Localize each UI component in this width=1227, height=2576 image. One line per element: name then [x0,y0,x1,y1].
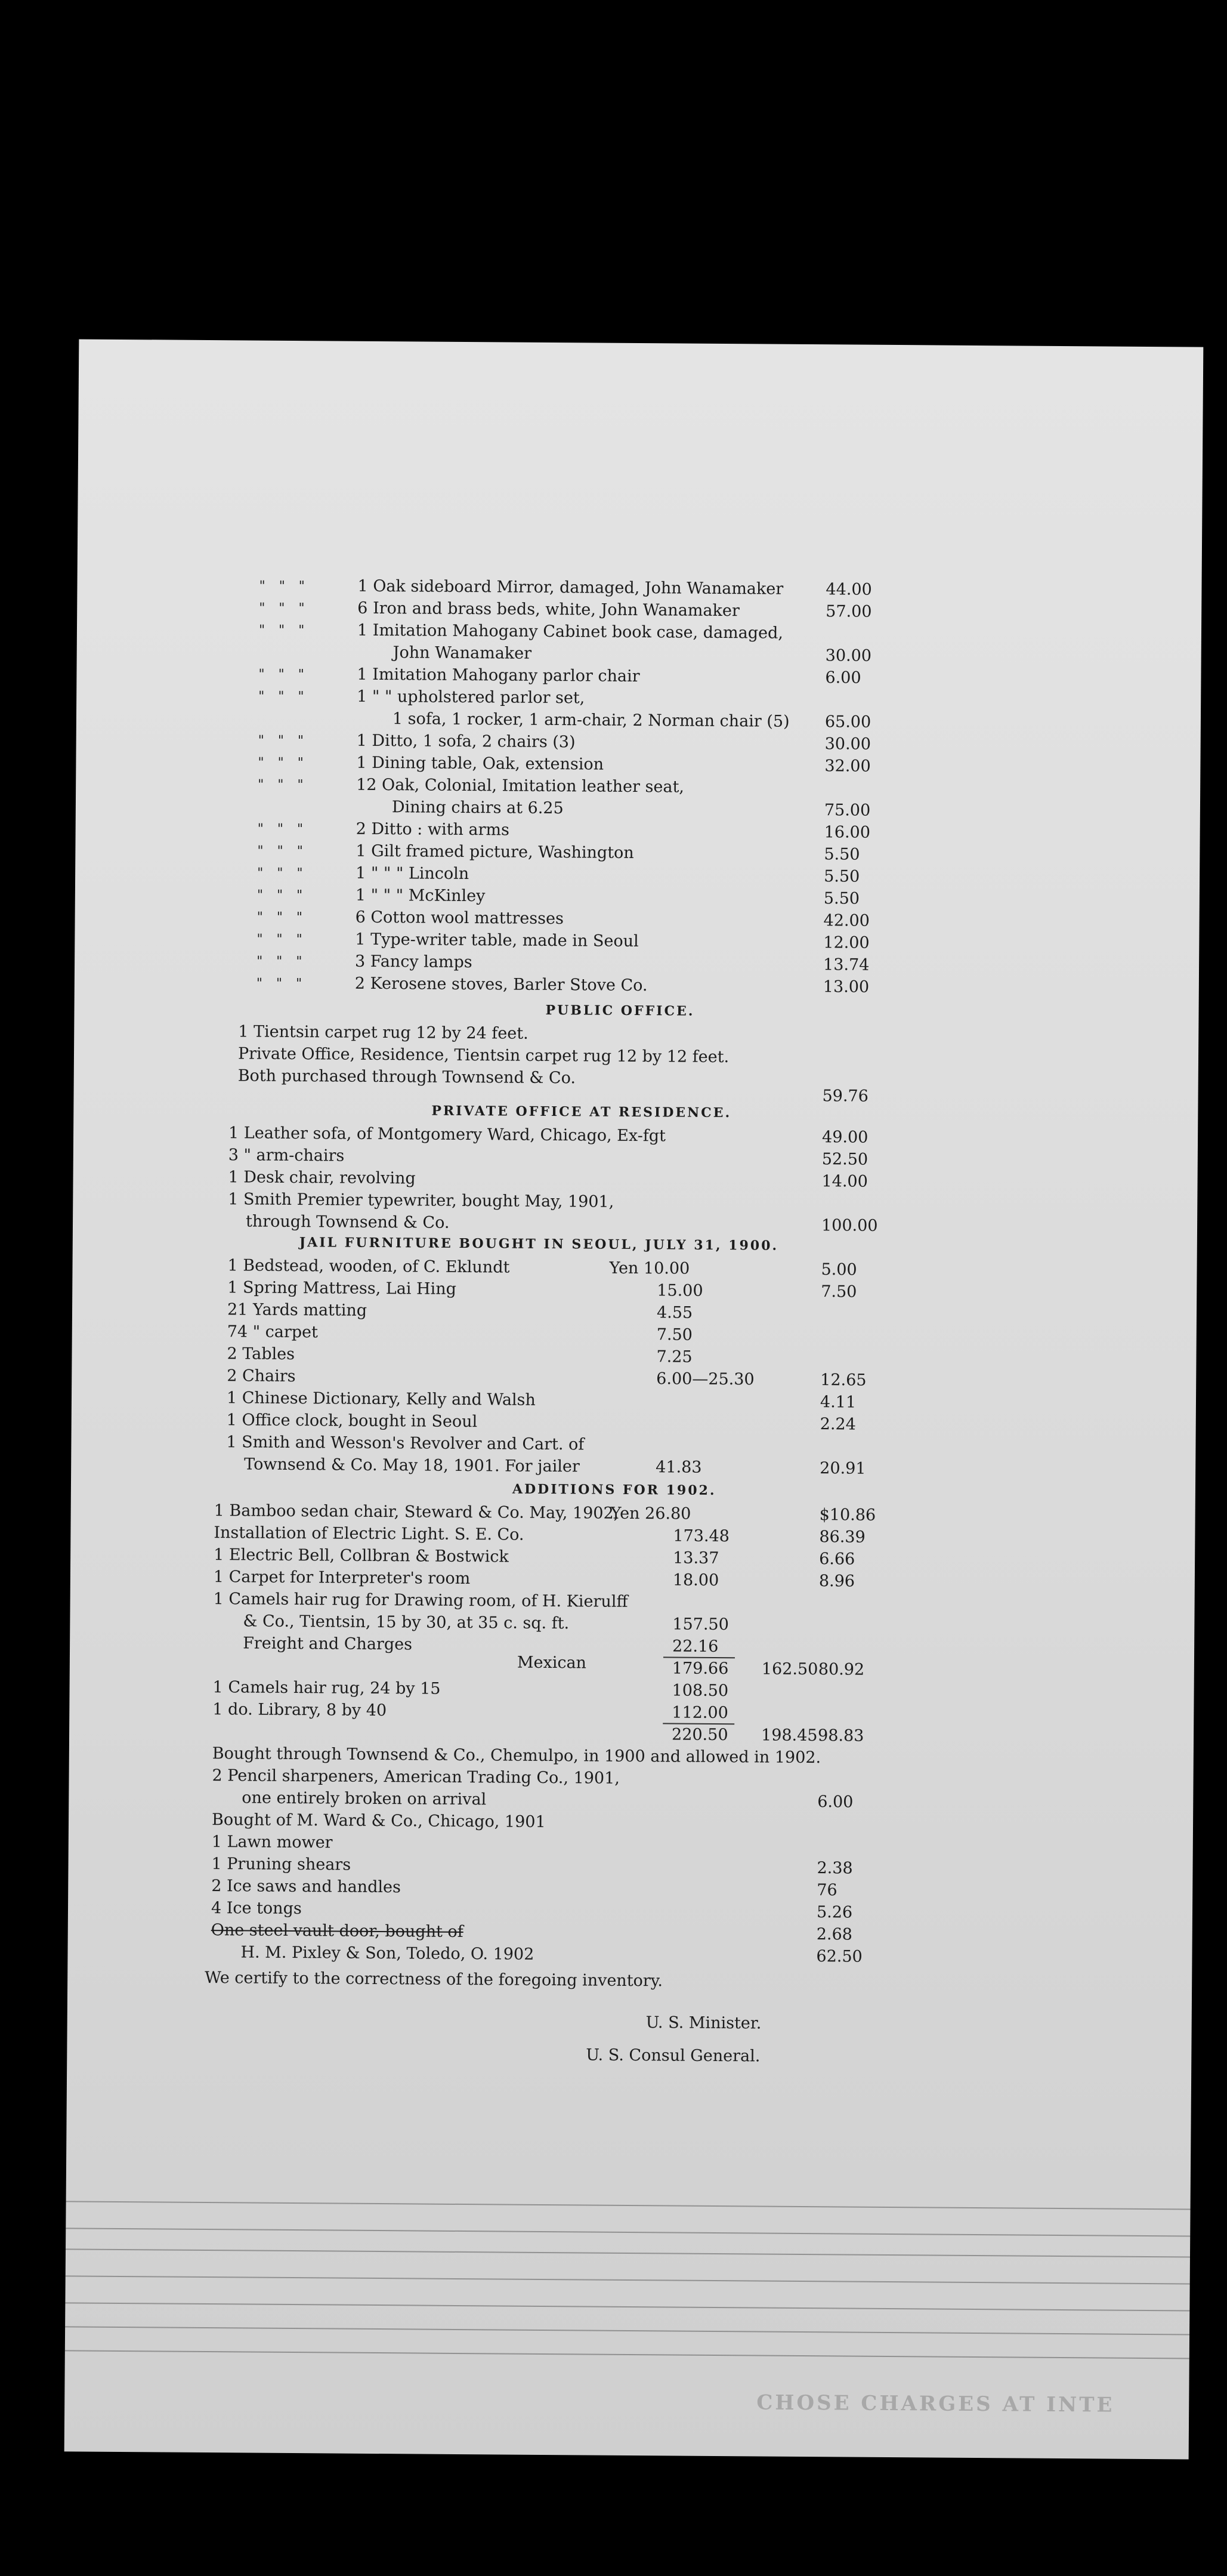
item-description: 1 " " " Lincoln [356,863,469,884]
yen-value: 6.00—25.30 [656,1369,755,1389]
item-amount: 5.50 [824,845,860,864]
item-amount: 49.00 [821,1128,869,1147]
sum-rule [663,1723,734,1724]
item-description: Installation of Electric Light. S. E. Co. [214,1523,524,1544]
yen-value: 13.37 [673,1548,719,1568]
ditto-marks: " " " [256,976,307,992]
item-description: 1 Lawn mower [211,1832,333,1852]
item-amount: 4.11 [820,1393,857,1412]
yen-value: Yen 26.80 [610,1504,691,1523]
ditto-marks: " " " [257,843,308,859]
item-description: 1 Smith Premier typewriter, bought May, 1901, [228,1190,614,1211]
item-description: one entirely broken on arrival [242,1788,487,1809]
yen-value: Yen 10.00 [609,1258,690,1278]
certification: We certify to the correctness of the foregoing inventory. [205,1969,663,1991]
item-amount: 76 [817,1881,837,1900]
scan-artifact-line [65,2326,1189,2335]
subtotal-value: 179.66 [672,1659,729,1679]
ditto-marks: " " " [256,909,308,925]
item-amount: 13.74 [823,955,870,974]
item-description: 2 Ditto : with arms [356,819,510,840]
item-description: through Townsend & Co. [245,1212,450,1232]
item-amount: 86.39 [819,1528,866,1547]
ditto-marks: " " " [258,689,309,705]
scan-artifact-line [65,2350,1189,2359]
item-amount: 2.24 [820,1415,856,1434]
item-description: 1 Type-writer table, made in Seoul [355,930,639,951]
item-amount: 5.00 [821,1260,857,1279]
yen-value: 4.55 [656,1303,693,1322]
item-amount: 6.00 [825,668,861,687]
ditto-marks: " " " [258,733,309,749]
document-page [64,339,1204,2459]
item-amount: 65.00 [824,712,871,732]
yen-value: 22.16 [672,1637,719,1656]
item-description: 1 Spring Mattress, Lai Hing [227,1278,457,1298]
ditto-marks: " " " [258,777,308,793]
item-amount: 59.76 [822,1087,869,1106]
item-amount: 6.66 [819,1550,855,1569]
ditto-marks: " " " [258,622,310,638]
yen-value: 41.83 [656,1458,702,1477]
item-amount: 30.00 [825,646,872,665]
item-description: 3 Fancy lamps [355,952,472,972]
item-description: 1 Gilt framed picture, Washington [356,841,634,862]
item-description: 2 Kerosene stoves, Barler Stove Co. [354,974,648,995]
ditto-marks: " " " [259,578,310,594]
yen-value: 108.50 [672,1681,729,1701]
yen-value: 18.00 [672,1571,719,1590]
item-description: 1 Bedstead, wooden, of C. Eklundt [227,1256,510,1277]
sum-rule [663,1656,735,1658]
item-description: 1 Pruning shears [211,1855,351,1874]
item-description: 1 Chinese Dictionary, Kelly and Walsh [226,1389,536,1409]
item-description: 1 sofa, 1 rocker, 1 arm-chair, 2 Norman chair (5) [392,709,790,731]
item-amount: 32.00 [824,757,871,776]
item-amount: 42.00 [823,911,870,930]
section-heading: ADDITIONS FOR 1902. [512,1481,716,1498]
item-description: 1 Office clock, bought in Seoul [226,1411,478,1432]
item-description: 1 Oak sideboard Mirror, damaged, John Wanamaker [357,576,784,599]
item-description: 2 Pencil sharpeners, American Trading Co., 1901, [212,1766,620,1788]
item-amount: 5.50 [824,867,860,886]
item-description: 1 " " " McKinley [355,886,486,906]
item-description: 12 Oak, Colonial, Imitation leather seat, [356,775,685,797]
yen-value: 7.25 [656,1347,693,1366]
item-description: 3 " arm-chairs [228,1146,345,1165]
faded-stamp: CHOSE CHARGES AT INTE [756,2390,1115,2417]
item-description: 1 Camels hair rug for Drawing room, of H. Kierulff [213,1590,628,1611]
item-amount: 16.00 [824,823,871,842]
inventory-sheet [64,339,1204,2459]
item-amount: 7.50 [821,1282,857,1301]
item-amount: 20.91 [820,1459,866,1478]
item-description: 1 Tientsin carpet rug 12 by 24 feet. [238,1022,528,1043]
item-description: 6 Cotton wool mattresses [355,908,564,928]
item-amount: 30.00 [824,735,871,754]
item-description: 1 Smith and Wesson's Revolver and Cart. of [226,1433,585,1454]
yen-value: 112.00 [672,1703,728,1723]
item-description: Bought through Townsend & Co., Chemulpo, in 1900 and allowed in 1902. [212,1744,821,1767]
scan-artifact-line [66,2201,1191,2210]
signature-line: U. S. Consul General. [586,2046,761,2066]
item-amount: 5.50 [823,889,860,908]
item-amount: 12.65 [820,1371,867,1390]
ditto-marks: " " " [259,600,310,616]
item-amount: 12.00 [823,933,870,952]
item-amount: 52.50 [821,1150,869,1169]
item-description: John Wanamaker [392,643,532,663]
section-heading: PRIVATE OFFICE AT RESIDENCE. [431,1103,732,1121]
item-description: Both purchased through Townsend & Co. [237,1066,576,1088]
item-description: One steel vault door, bought of [211,1921,463,1942]
item-description: 1 Ditto, 1 sofa, 2 chairs (3) [356,731,576,752]
item-amount: 75.00 [824,801,871,820]
ditto-marks: " " " [256,954,307,970]
section-heading: PUBLIC OFFICE. [545,1002,695,1019]
item-description: 6 Iron and brass beds, white, John Wanamaker [357,599,740,621]
scan-artifact-line [65,2302,1189,2311]
item-description: 1 Leather sofa, of Montgomery Ward, Chicago, Ex-fgt [228,1124,666,1146]
item-amount: 14.00 [821,1172,868,1191]
yen-value: 15.00 [657,1281,703,1300]
item-description: 1 Dining table, Oak, extension [356,753,604,774]
subtotal-value: 220.50 [671,1725,728,1745]
item-description: 74 " carpet [227,1322,319,1342]
item-amount: 98.83 [817,1726,864,1745]
item-amount: 62.50 [816,1947,863,1966]
item-description: 1 " " upholstered parlor set, [357,687,585,708]
mexican-label: Mexican [517,1653,587,1673]
section-heading: JAIL FURNITURE BOUGHT IN SEOUL, JULY 31, 1900. [299,1235,779,1254]
ditto-marks: " " " [257,821,308,837]
ditto-marks: " " " [258,755,308,771]
signature-line: U. S. Minister. [645,2013,762,2033]
item-description: 2 Tables [227,1344,295,1364]
item-description: Townsend & Co. May 18, 1901. For jailer [244,1455,580,1476]
item-description: 4 Ice tongs [211,1899,302,1918]
item-amount: 2.68 [816,1925,852,1944]
item-description: 1 Imitation Mahogany parlor chair [357,665,640,686]
item-description: Dining chairs at 6.25 [391,798,564,818]
item-description: 1 Desk chair, revolving [228,1168,416,1188]
item-amount: 100.00 [821,1216,878,1235]
item-description: Bought of M. Ward & Co., Chicago, 1901 [211,1810,546,1831]
item-description: H. M. Pixley & Son, Toledo, O. 1902 [240,1943,534,1964]
item-amount: 13.00 [823,977,870,997]
item-description: 1 Electric Bell, Collbran & Bostwick [214,1545,509,1566]
item-description: Private Office, Residence, Tientsin carpet rug 12 by 12 feet. [237,1044,730,1067]
ditto-marks: " " " [257,865,308,881]
item-description: Freight and Charges [243,1634,413,1654]
scan-artifact-line [66,2248,1190,2257]
item-description: 21 Yards matting [227,1300,367,1320]
item-amount: 5.26 [816,1903,853,1922]
item-amount: 80.92 [818,1660,865,1679]
ditto-marks: " " " [258,667,309,683]
item-amount: 8.96 [818,1572,855,1591]
item-description: 2 Chairs [227,1366,296,1386]
item-description: 1 Bamboo sedan chair, Steward & Co. May, 1902, [214,1501,619,1523]
item-description: 1 Camels hair rug, 24 by 15 [212,1678,441,1698]
subtotal-value: 198.45 [761,1726,818,1745]
item-description: 2 Ice saws and handles [211,1877,401,1897]
item-amount: $10.86 [819,1506,876,1525]
yen-value: 7.50 [656,1325,693,1344]
item-description: & Co., Tientsin, 15 by 30, at 35 c. sq. ft. [243,1612,570,1633]
ditto-marks: " " " [256,931,307,948]
yen-value: 173.48 [673,1526,730,1546]
item-amount: 57.00 [826,602,872,621]
scan-artifact-line [66,2228,1190,2236]
scan-artifact-line [66,2275,1190,2284]
item-amount: 2.38 [817,1859,853,1878]
item-amount: 6.00 [817,1793,854,1812]
ditto-marks: " " " [256,887,308,903]
yen-value: 157.50 [672,1615,729,1634]
subtotal-value: 162.50 [761,1659,818,1679]
item-description: 1 Imitation Mahogany Cabinet book case, damaged, [357,621,784,643]
item-amount: 44.00 [826,580,872,599]
item-description: 1 Carpet for Interpreter's room [213,1568,471,1588]
item-description: 1 do. Library, 8 by 40 [212,1700,387,1720]
